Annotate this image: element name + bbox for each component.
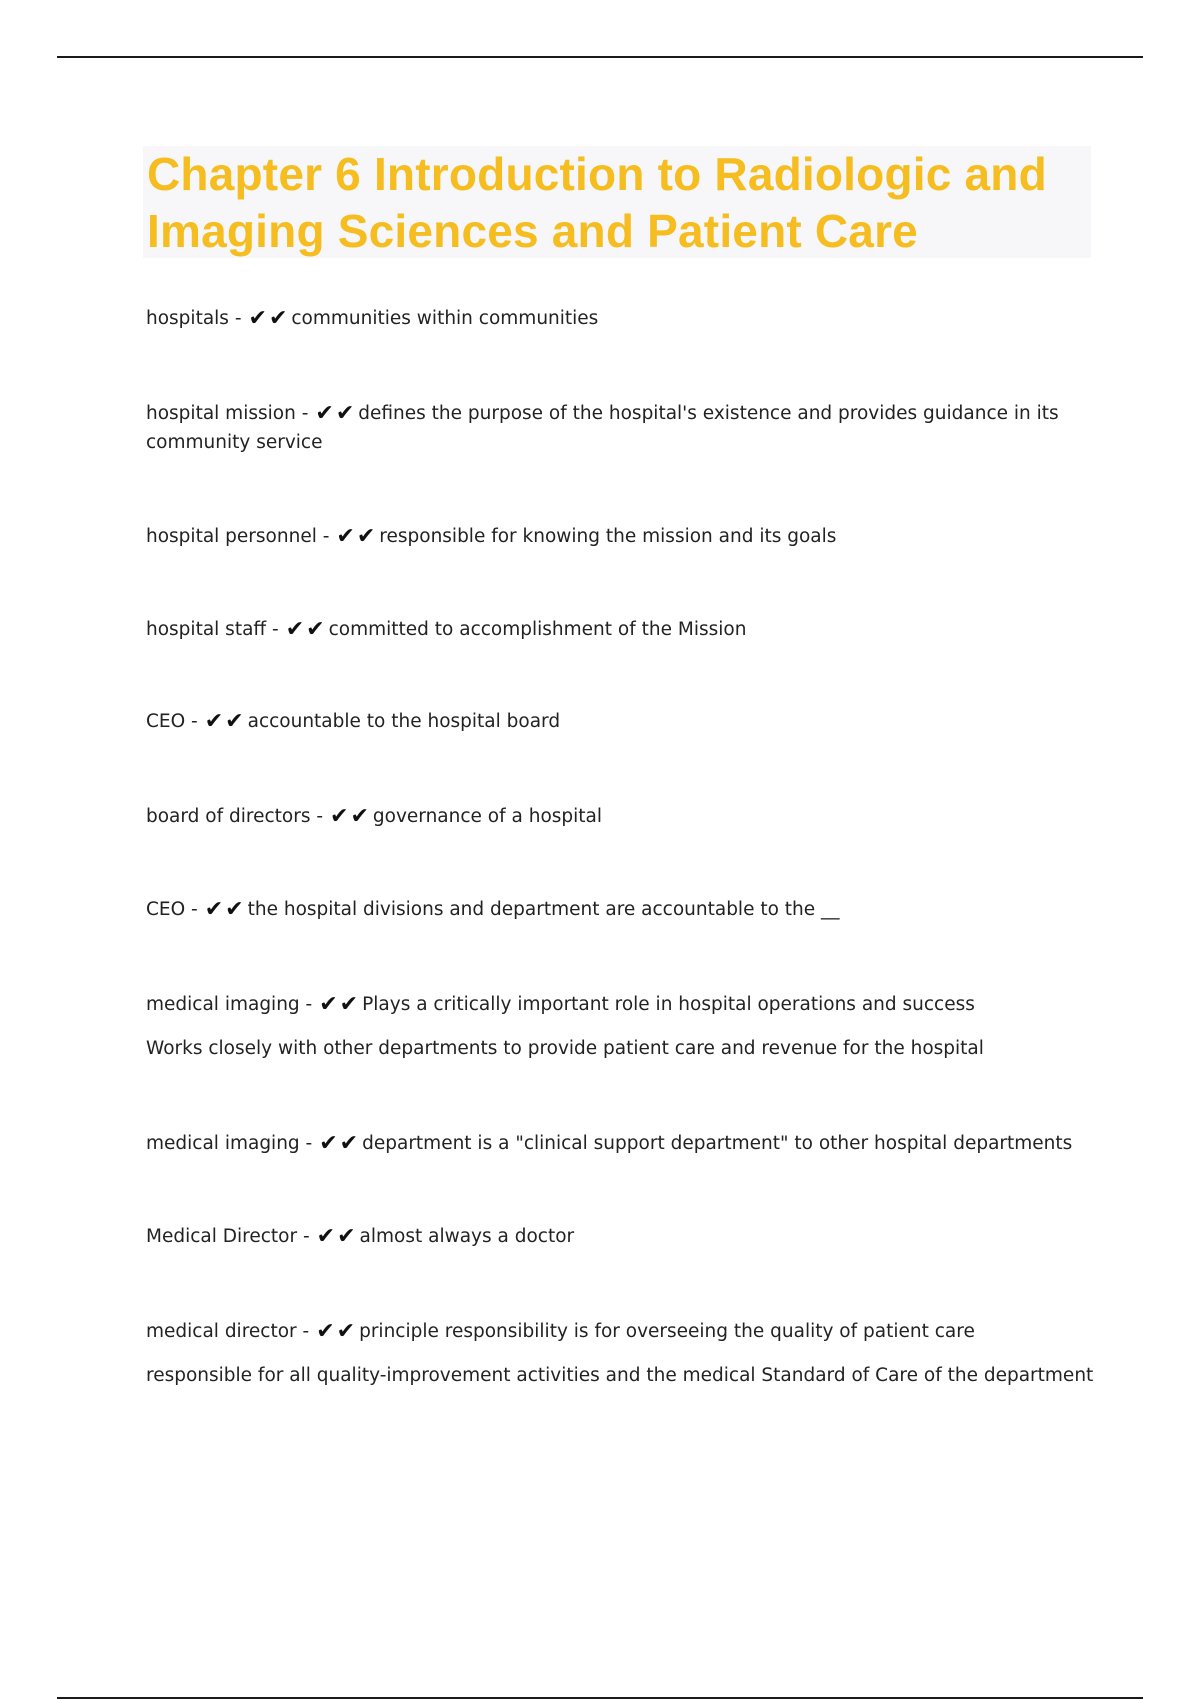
check-icon: ✔ (319, 992, 338, 1017)
entry-definition: responsible for knowing the mission and its goals (379, 526, 837, 547)
entry-definition: governance of a hospital (372, 806, 603, 827)
check-icon: ✔ (336, 1319, 356, 1344)
entry-definition: Plays a critically important role in hospital operations and success (362, 994, 975, 1015)
check-marks (248, 304, 289, 333)
check-icon: ✔ (335, 401, 355, 426)
list-item (146, 895, 1096, 924)
entry-term: medical imaging (146, 1133, 300, 1154)
list-item (146, 615, 1096, 644)
check-icon: ✔ (319, 1131, 338, 1156)
entry-term: medical imaging (146, 994, 300, 1015)
check-icon: ✔ (225, 897, 244, 922)
check-marks (315, 1317, 356, 1346)
entry-definition: almost always a doctor (359, 1226, 575, 1247)
entry-term: board of directors (146, 806, 311, 827)
page-title: Chapter 6 Introduction to Radiologic and Imaging Sciences and Patient Care (147, 148, 1047, 257)
check-marks (329, 802, 370, 831)
check-icon: ✔ (285, 617, 305, 642)
check-icon: ✔ (268, 306, 288, 331)
entry-term: medical director (146, 1321, 297, 1342)
list-item (146, 1222, 1096, 1251)
entry-term: CEO (146, 899, 186, 920)
check-icon: ✔ (350, 804, 369, 829)
entry-definition: department is a "clinical support department" to other hospital departments (362, 1133, 1073, 1154)
entry-term: Medical Director (146, 1226, 298, 1247)
check-icon: ✔ (337, 1224, 356, 1249)
check-icon: ✔ (316, 1319, 335, 1344)
entry-definition: accountable to the hospital board (247, 711, 561, 732)
check-icon: ✔ (315, 401, 334, 426)
check-icon: ✔ (339, 1131, 359, 1156)
check-icon: ✔ (330, 804, 349, 829)
list-item (146, 990, 1096, 1063)
check-icon: ✔ (204, 709, 224, 734)
entry-term: hospital mission (146, 403, 296, 424)
entry-separator: - (297, 1226, 310, 1247)
check-icon: ✔ (336, 524, 355, 549)
entry-term: CEO (146, 711, 186, 732)
list-item (146, 1317, 1096, 1390)
title-block (143, 146, 1091, 258)
check-icon: ✔ (356, 524, 376, 549)
entry-separator: - (295, 403, 309, 424)
check-marks (204, 895, 245, 924)
entry-term: hospitals (146, 308, 229, 329)
check-marks (316, 1222, 357, 1251)
entry-continuation: responsible for all quality-improvement activities and the medical Standard of Care of the department (146, 1365, 1094, 1386)
entry-term: hospital personnel (146, 526, 317, 547)
entry-separator: - (266, 619, 279, 640)
entry-term: hospital staff (146, 619, 267, 640)
list-item (146, 399, 1096, 457)
entry-separator: - (185, 711, 198, 732)
entry-definition: principle responsibility is for overseeing the quality of patient care (359, 1321, 975, 1342)
check-icon: ✔ (339, 992, 359, 1017)
check-icon: ✔ (248, 306, 267, 331)
entry-definition: communities within communities (291, 308, 599, 329)
check-marks (318, 990, 359, 1019)
entry-definition: the hospital divisions and department are accountable to the __ (247, 899, 840, 920)
check-icon: ✔ (225, 709, 244, 734)
check-marks (318, 1129, 359, 1158)
entry-separator: - (228, 308, 242, 329)
entry-definition: committed to accomplishment of the Mission (328, 619, 747, 640)
entry-separator: - (316, 526, 330, 547)
entry-separator: - (310, 806, 324, 827)
list-item (146, 802, 1096, 831)
entry-separator: - (299, 994, 313, 1015)
bottom-divider (57, 1697, 1143, 1699)
check-marks (314, 399, 355, 428)
list-item (146, 707, 1096, 736)
list-item (146, 1129, 1096, 1158)
entry-separator: - (185, 899, 198, 920)
list-item (146, 304, 1096, 333)
entry-continuation: Works closely with other departments to provide patient care and revenue for the hospital (146, 1038, 984, 1059)
entry-definition: defines the purpose of the hospital's existence and provides guidance in its community service (146, 403, 1059, 453)
entry-separator: - (296, 1321, 310, 1342)
top-divider (57, 56, 1143, 58)
check-icon: ✔ (204, 897, 224, 922)
check-marks (335, 522, 376, 551)
check-marks (204, 707, 245, 736)
entry-separator: - (299, 1133, 313, 1154)
check-icon: ✔ (316, 1224, 336, 1249)
list-item (146, 522, 1096, 551)
check-marks (285, 615, 326, 644)
check-icon: ✔ (306, 617, 325, 642)
